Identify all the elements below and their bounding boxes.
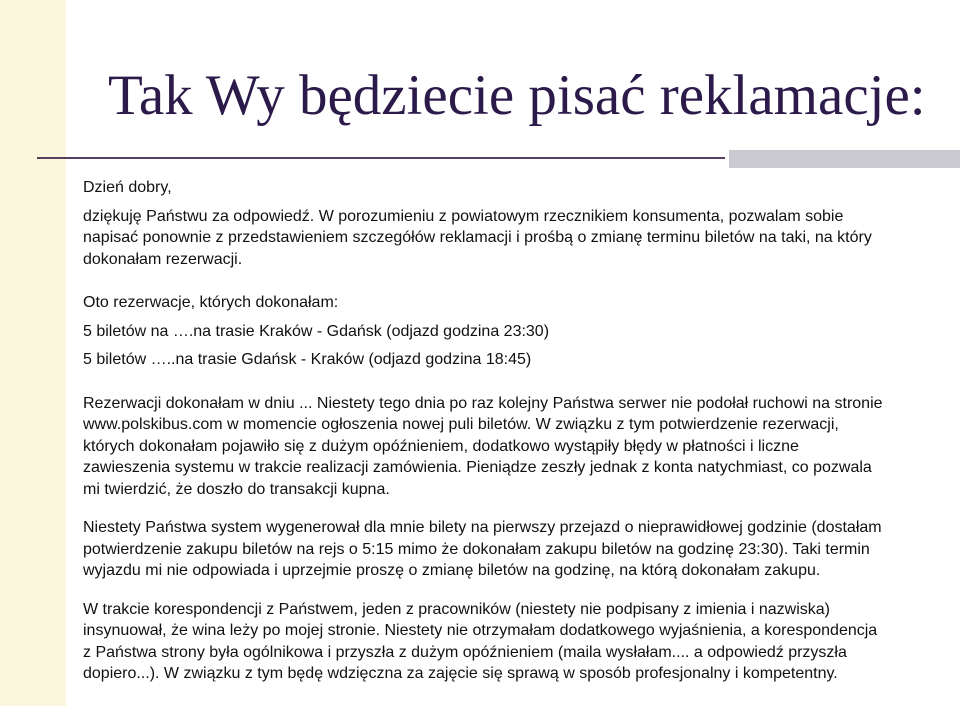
reservation-item: 5 biletów na ….na trasie Kraków - Gdańsk (odjazd godzina 23:30) [83, 322, 550, 340]
reservation-paragraph-line: których dokonałam pojawiło się z dużym opóźnieniem, dodatkowo wystąpiły błędy w płatności i liczne [83, 437, 799, 455]
correspondence-paragraph-line: W trakcie korespondencji z Państwem, jeden z pracowników (niestety nie podpisany z imienia i nazwiska) [83, 600, 830, 618]
system-paragraph-line: Niestety Państwa system wygenerował dla mnie bilety na pierwszy przejazd o nieprawidłowej godzinie (dostałam [83, 519, 882, 536]
correspondence-paragraph-line: dopiero...). W związku z tym będę wdzięczna za zajęcie się sprawą w sposób profesjonalny i kompetentny. [83, 665, 838, 682]
system-paragraph-line: potwierdzenie zakupu biletów na rejs o 5:15 mimo że dokonałam zakupu biletów na godzinę 23:30). Taki termin [83, 540, 870, 558]
reservation-paragraph-line: mi twierdzić, że doszło do transakcji kupna. [83, 480, 390, 498]
title-divider-line [37, 157, 725, 159]
reservation-paragraph-line: zawieszenia systemu w trakcie realizacji zamówienia. Pieniądze zeszły jednak z konta natychmiast, co pozwala [83, 459, 872, 476]
reservation-paragraph-line: www.polskibus.com w momencie ogłoszenia nowej puli biletów. W związku z tym potwierdzenie rezerwacji, [83, 416, 839, 433]
reservation-item: 5 biletów …..na trasie Gdańsk - Kraków (odjazd godzina 18:45) [83, 351, 532, 368]
slide-title: Tak Wy będziecie pisać reklamacje: [108, 64, 926, 127]
intro-line: napisać ponownie z przedstawieniem szczegółów reklamacji i prośbą o zmianę terminu biletów na taki, na który [83, 229, 872, 246]
title-divider-block [729, 150, 960, 168]
correspondence-paragraph-line: insynuował, że wina leży po mojej stronie. Niestety nie otrzymałam dodatkowego wyjaśnienia, a korespondencja [83, 622, 878, 639]
left-decorative-band [0, 0, 66, 706]
intro-line: dokonałam rezerwacji. [83, 250, 243, 268]
greeting: Dzień dobry, [83, 179, 172, 196]
system-paragraph-line: wyjazdu mi nie odpowiada i uprzejmie proszę o zmianę biletów na godzinę, na którą dokonałam zakupu. [83, 562, 821, 579]
reservations-header: Oto rezerwacje, których dokonałam: [83, 294, 339, 311]
correspondence-paragraph-line: z Państwa strony była ogólnikowa i przyszła z dużym opóźnieniem (maila wysłałam.... a odpowiedź przyszła [83, 643, 847, 661]
intro-line: dziękuję Państwu za odpowiedź. W porozumieniu z powiatowym rzecznikiem konsumenta, pozwalam sobie [83, 207, 844, 225]
letter-body [83, 177, 960, 685]
reservation-paragraph-line: Rezerwacji dokonałam w dniu ... Niestety tego dnia po raz kolejny Państwa serwer nie podołał ruchowi na stronie [83, 394, 883, 412]
